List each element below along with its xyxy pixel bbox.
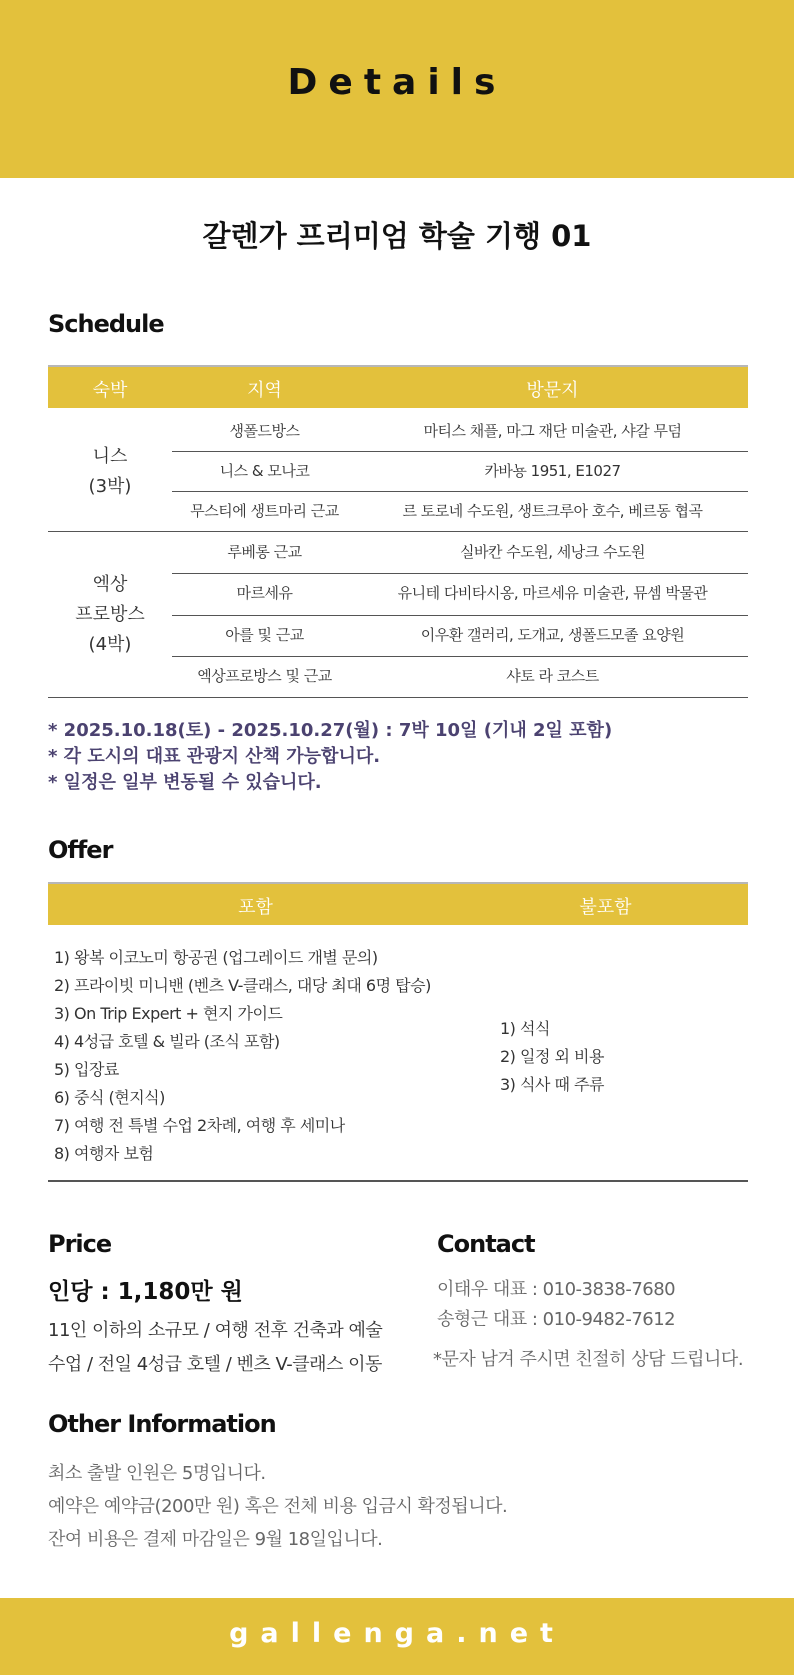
other-info-line: 최소 출발 인원은 5명입니다. (48, 1463, 266, 1484)
row-divider (172, 615, 748, 616)
included-item: 6) 중식 (현지식) (54, 1088, 165, 1107)
table-cell-region: 마르세유 (236, 584, 293, 602)
footer-website: gallenga.net (229, 1618, 565, 1649)
stay-group-nights: (4박) (88, 634, 132, 655)
excluded-item: 1) 석식 (500, 1019, 550, 1038)
contact-heading: Contact (437, 1230, 535, 1258)
table-cell-visits: 르 토로네 수도원, 생트크루아 호수, 베르동 협곡 (402, 502, 703, 520)
included-item: 3) On Trip Expert + 현지 가이드 (54, 1004, 283, 1023)
included-item: 5) 입장료 (54, 1060, 119, 1079)
table-cell-visits: 실바칸 수도원, 세낭크 수도원 (460, 543, 645, 561)
table-cell-region: 엑상프로방스 및 근교 (197, 667, 332, 685)
price-description: 11인 이하의 소규모 / 여행 전후 건축과 예술 (48, 1320, 383, 1341)
other-info-heading: Other Information (48, 1410, 276, 1438)
included-item: 2) 프라이빗 미니밴 (벤츠 V-클래스, 대당 최대 6명 탑승) (54, 976, 431, 995)
page-title: Details (287, 62, 507, 103)
offer-bottom-border (48, 1180, 748, 1182)
table-cell-region: 무스티에 생트마리 근교 (190, 502, 339, 520)
price-description: 수업 / 전일 4성급 호텔 / 벤츠 V-클래스 이동 (48, 1354, 382, 1375)
excluded-item: 2) 일정 외 비용 (500, 1047, 604, 1066)
group-divider (48, 531, 748, 532)
schedule-note: * 2025.10.18(토) - 2025.10.27(월) : 7박 10일 (기내 2일 포함) (48, 720, 613, 741)
table-cell-visits: 유니테 다비타시옹, 마르세유 미술관, 뮤셈 박물관 (397, 584, 708, 602)
column-header-stay: 숙박 (92, 380, 128, 401)
stay-group-nice (48, 442, 172, 502)
table-cell-region: 생폴드방스 (229, 422, 300, 440)
contact-note: *문자 남겨 주시면 친절히 상담 드립니다. (433, 1349, 744, 1370)
schedule-table-header (48, 365, 748, 408)
row-divider (172, 573, 748, 574)
table-cell-visits: 샤토 라 코스트 (506, 667, 599, 685)
offer-table-header (48, 882, 748, 925)
schedule-note: * 각 도시의 대표 관광지 산책 가능합니다. (48, 746, 381, 767)
included-item: 4) 4성급 호텔 & 빌라 (조식 포함) (54, 1032, 280, 1051)
row-divider (172, 451, 748, 452)
contact-phone: 이태우 대표 : 010-3838-7680 (437, 1279, 676, 1300)
stay-group-nights: (3박) (88, 476, 132, 497)
column-header-region: 지역 (247, 380, 282, 401)
schedule-note: * 일정은 일부 변동될 수 있습니다. (48, 772, 322, 793)
row-divider (172, 491, 748, 492)
table-cell-region: 니스 & 모나코 (219, 462, 310, 480)
trip-title: 갈렌가 프리미엄 학술 기행 01 (202, 219, 592, 253)
other-info-line: 예약은 예약금(200만 원) 혹은 전체 비용 입금시 확정됩니다. (48, 1496, 508, 1517)
contact-phone: 송형근 대표 : 010-9482-7612 (437, 1309, 676, 1330)
price-heading: Price (48, 1230, 112, 1258)
table-cell-visits: 이우환 갤러리, 도개교, 생폴드모졸 요양원 (420, 626, 685, 644)
table-cell-visits: 마티스 채플, 마그 재단 미술관, 샤갈 무덤 (423, 422, 682, 440)
column-header-visits: 방문지 (526, 380, 579, 401)
table-bottom-border (48, 697, 748, 698)
stay-group-label: 니스 (92, 446, 128, 467)
included-item: 8) 여행자 보험 (54, 1144, 154, 1163)
stay-group-label: 엑상 (92, 574, 128, 595)
included-item: 7) 여행 전 특별 수업 2차례, 여행 후 세미나 (54, 1116, 345, 1135)
table-cell-region: 루베롱 근교 (227, 543, 302, 561)
other-info-line: 잔여 비용은 결제 마감일은 9월 18일입니다. (48, 1529, 383, 1550)
excluded-item: 3) 식사 때 주류 (500, 1075, 604, 1094)
included-item: 1) 왕복 이코노미 항공권 (업그레이드 개별 문의) (54, 948, 378, 967)
table-cell-visits: 카바뇽 1951, E1027 (484, 462, 621, 480)
offer-heading: Offer (48, 836, 113, 864)
price-per-person: 인당 : 1,180만 원 (48, 1279, 243, 1305)
stay-group-label: 프로방스 (75, 604, 145, 625)
table-cell-region: 아를 및 근교 (225, 626, 304, 644)
column-header-excluded: 불포함 (579, 897, 632, 918)
column-header-included: 포함 (238, 897, 273, 918)
stay-group-aix (48, 570, 172, 660)
schedule-heading: Schedule (48, 310, 164, 338)
row-divider (172, 656, 748, 657)
